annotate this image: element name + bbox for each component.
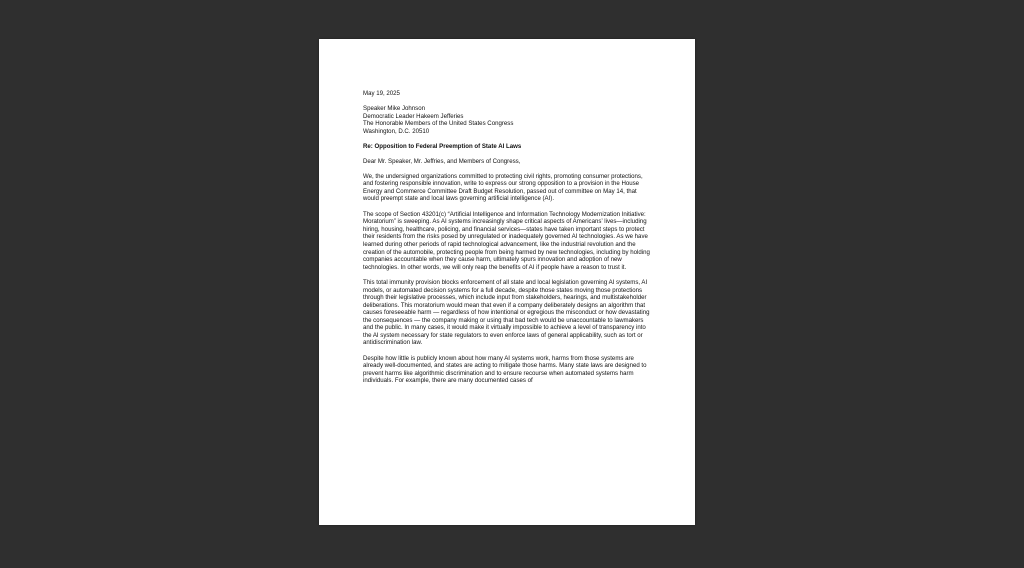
recipient-address [363, 105, 653, 135]
letter-subject: Re: Opposition to Federal Preemption of State AI Laws [363, 142, 522, 150]
address-line: Democratic Leader Hakeem Jefferies [363, 112, 464, 120]
paragraph: This total immunity provision blocks enforcement of all state and local legislation governing AI systems, AI models, or automated decision systems for a full decade, despite those states moving those protections through their legislative processes, which include input from stakeholders, hearings, and multistakeholder deliberations. This moratorium would mean that even if a company deliberately designs an algorithm that causes foreseeable harm — regardless of how intentional or egregious the misconduct or how devastating the consequences — the company making or using that bad tech would be unaccountable to lawmakers and the public. In many cases, it would make it virtually impossible to achieve a level of transparency into the AI system necessary for state regulators to even enforce laws of general applicability, such as tort or antidiscrimination law. [363, 278, 650, 347]
address-line: Washington, D.C. 20510 [363, 127, 430, 135]
letter-body [363, 90, 653, 393]
document-page[interactable] [319, 39, 695, 525]
letter-date: May 19, 2025 [363, 90, 400, 97]
address-line: Speaker Mike Johnson [363, 105, 425, 113]
letter-salutation: Dear Mr. Speaker, Mr. Jeffries, and Members of Congress, [363, 157, 521, 165]
paragraph: Despite how little is publicly known about how many AI systems work, harms from those systems are already well-documented, and states are acting to mitigate those harms. Many state laws are designed to prevent harms like algorithmic discrimination and to ensure recourse when automated systems harm individuals. For example, there are many documented cases of [363, 354, 647, 385]
paragraph: We, the undersigned organizations committed to protecting civil rights, promoting consumer protections, and fostering responsible innovation, write to express our strong opposition to a provision in the House Energy and Commerce Committee Draft Budget Resolution, passed out of committee on May 14, that would preempt state and local laws governing artificial intelligence (AI). [363, 172, 643, 203]
paragraph: The scope of Section 43201(c) “Artificial Intelligence and Information Technology Modernization Initiative: Moratorium” is sweeping. As AI systems increasingly shape critical aspects of Americans’ lives—including hiring, housing, healthcare, policing, and financial services—states have taken important steps to protect their residents from the risks posed by unregulated or inadequately governed AI technologies. As we have learned during other periods of rapid technological advancement, like the industrial revolution and the creation of the automobile, protecting people from being harmed by new technologies, including by holding companies accountable when they cause harm, ultimately spurs innovation and adoption of new technologies. In other words, we will only reap the benefits of AI if people have a reason to trust it. [363, 210, 650, 271]
address-line: The Honorable Members of the United States Congress [363, 120, 514, 128]
